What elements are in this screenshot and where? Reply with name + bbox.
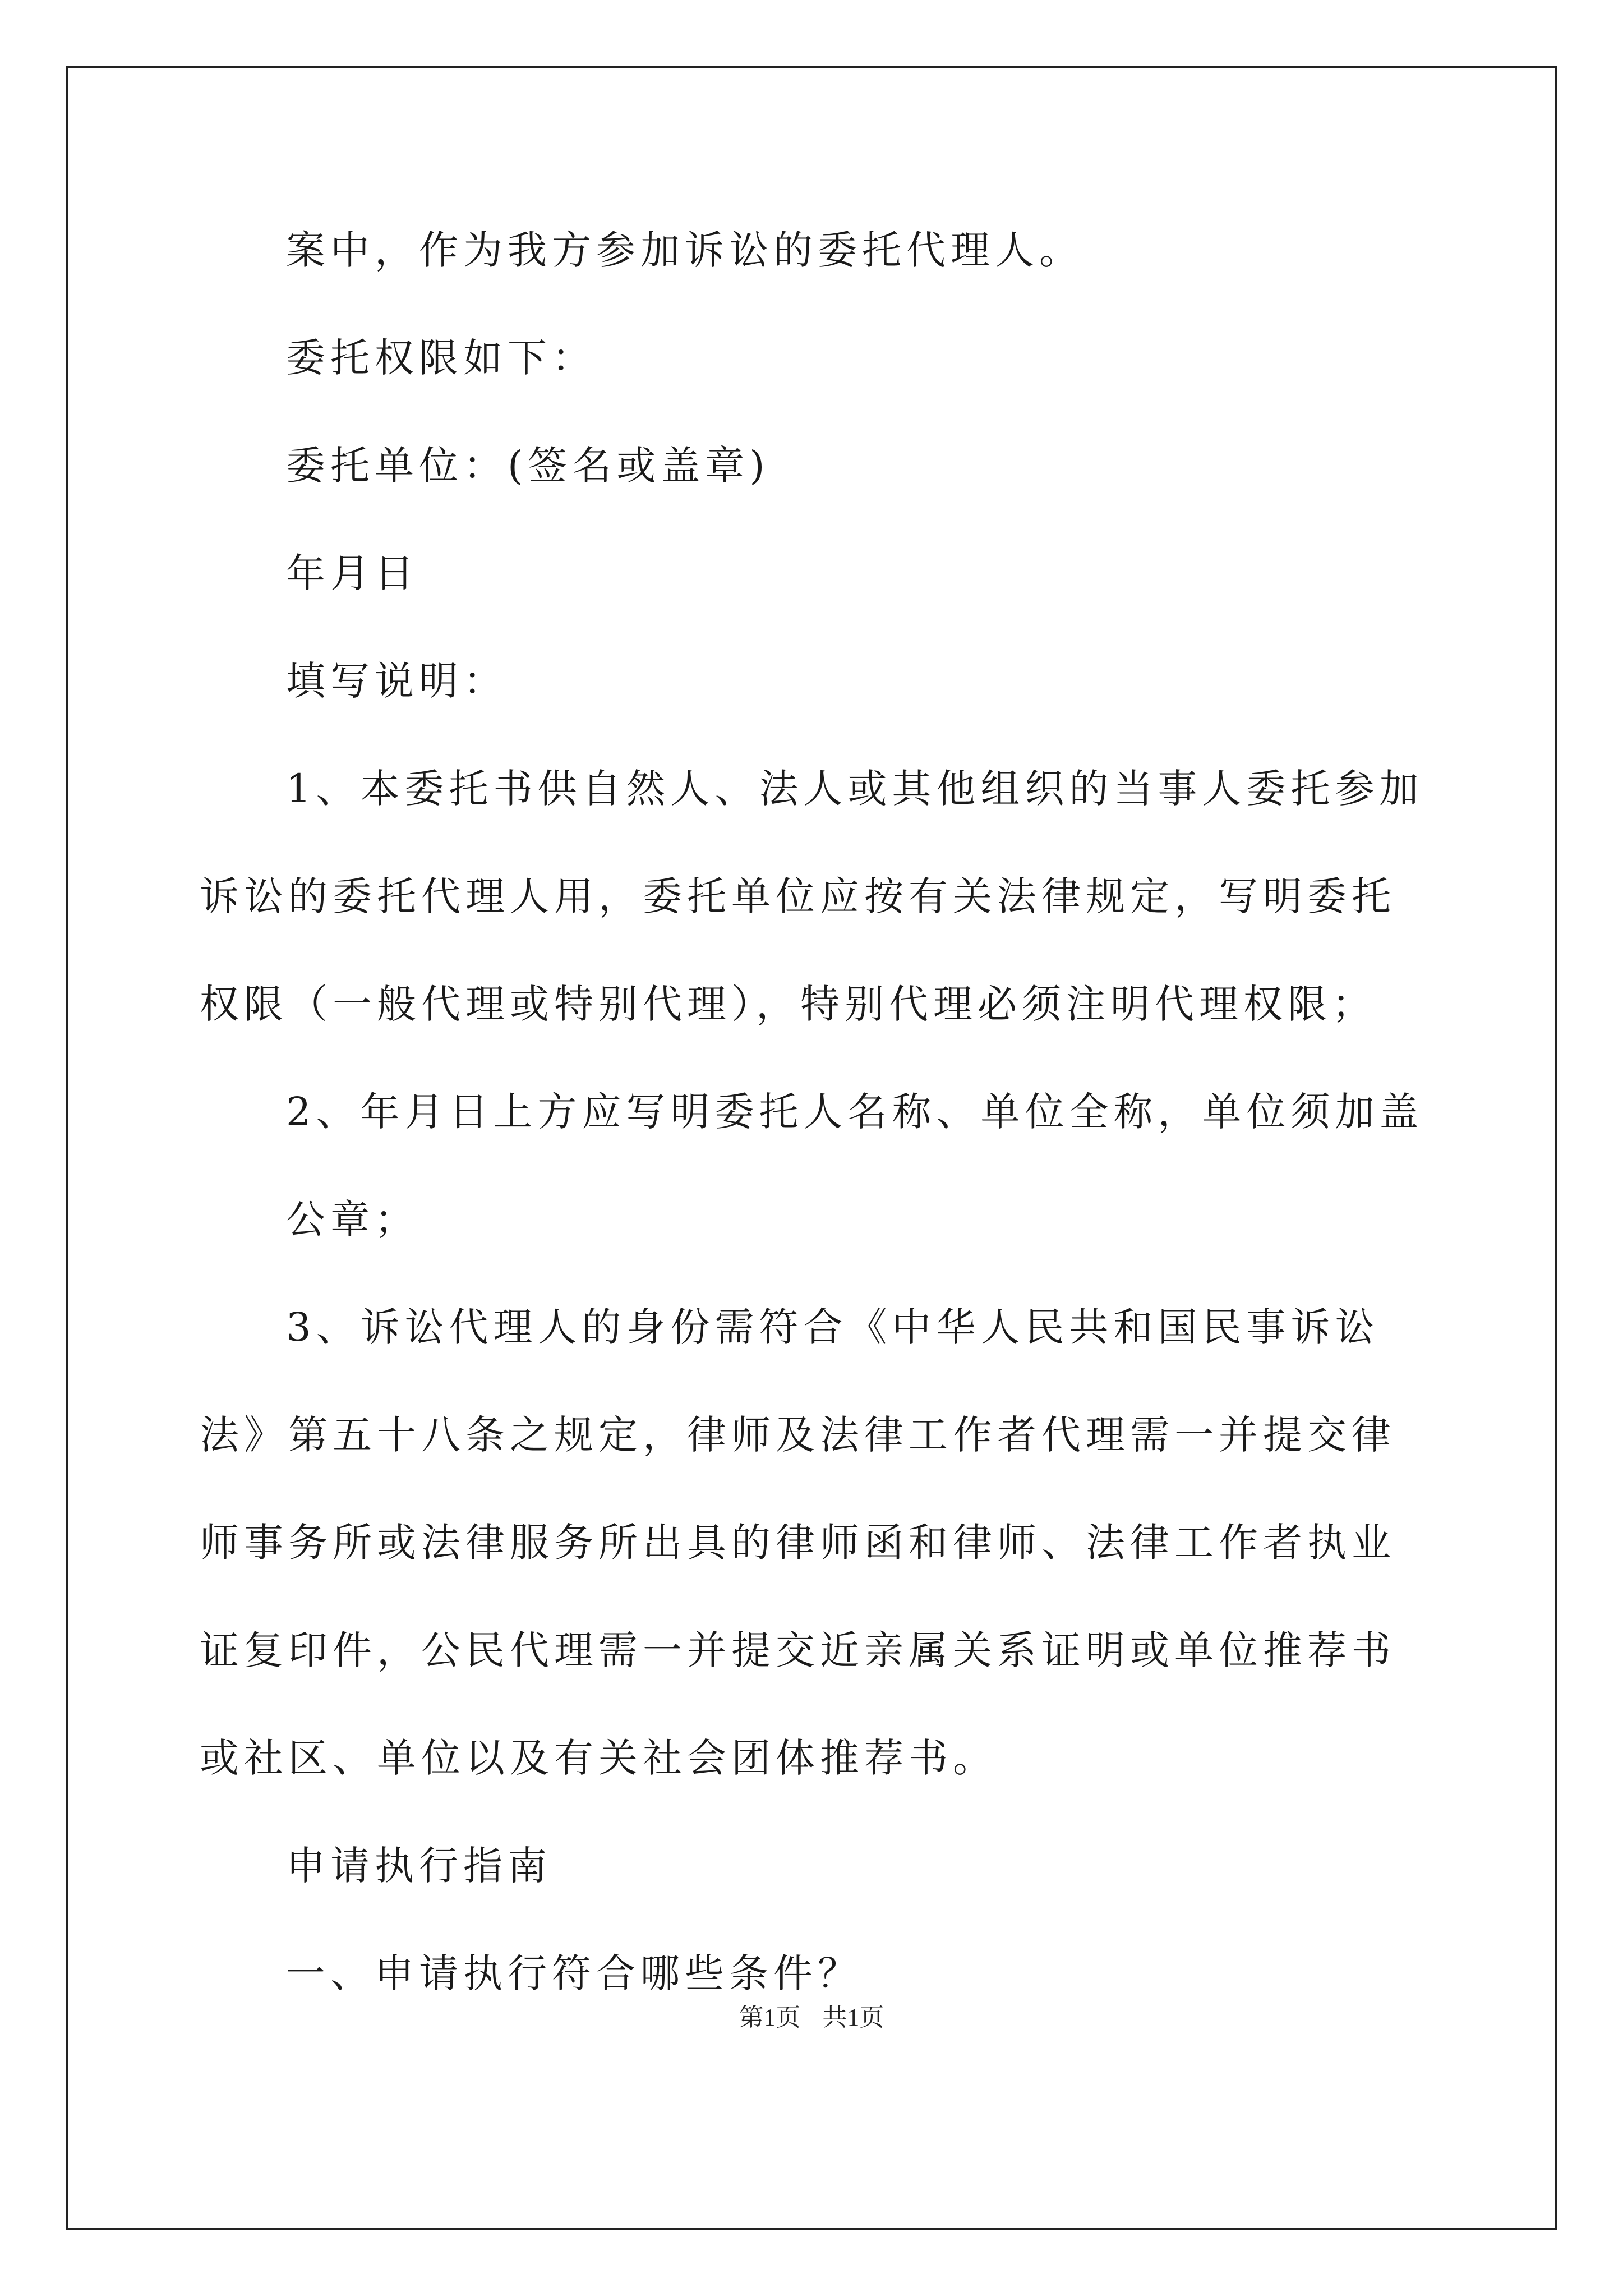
paragraph-guide-title: 申请执行指南 [286,1843,552,1889]
document-body [200,196,1433,2027]
page-number-current: 第1页 [739,2004,801,2031]
paragraph-instruction-1: 1、本委托书供自然人、法人或其他组织的当事人委托参加诉讼的委托代理人用，委托单位应按有关法律规定，写明委托权限（一般代理或特别代理），特别代理必须注明代理权限； [200,766,1424,1027]
page-number-total: 共1页 [822,2004,884,2031]
paragraph-instruction-3: 3、诉讼代理人的身份需符合《中华人民共和国民事诉讼法》第五十八条之规定，律师及法律工作者代理需一并提交律师事务所或法律服务所出具的律师函和律师、法律工作者执业证复印件，公民代理需一并提交近亲属关系证明或单位推荐书或社区、单位以及有关社会团体推荐书。 [200,1304,1396,1781]
paragraph-authority-heading: 委托权限如下： [286,335,596,381]
page-footer [0,1997,1623,2033]
paragraph-case-intro: 案中，作为我方参加诉讼的委托代理人。 [286,227,1083,273]
paragraph-date-line: 年月日 [286,550,419,596]
paragraph-guide-question-1: 一、申请执行符合哪些条件？ [286,1950,862,1996]
paragraph-instruction-2: 2、年月日上方应写明委托人名称、单位全称，单位须加盖 [286,1089,1424,1135]
paragraph-instructions-heading: 填写说明： [286,658,508,704]
paragraph-instruction-2-cont: 公章； [286,1197,419,1243]
paragraph-signature-line: 委托单位：(签名或盖章) [286,443,770,489]
